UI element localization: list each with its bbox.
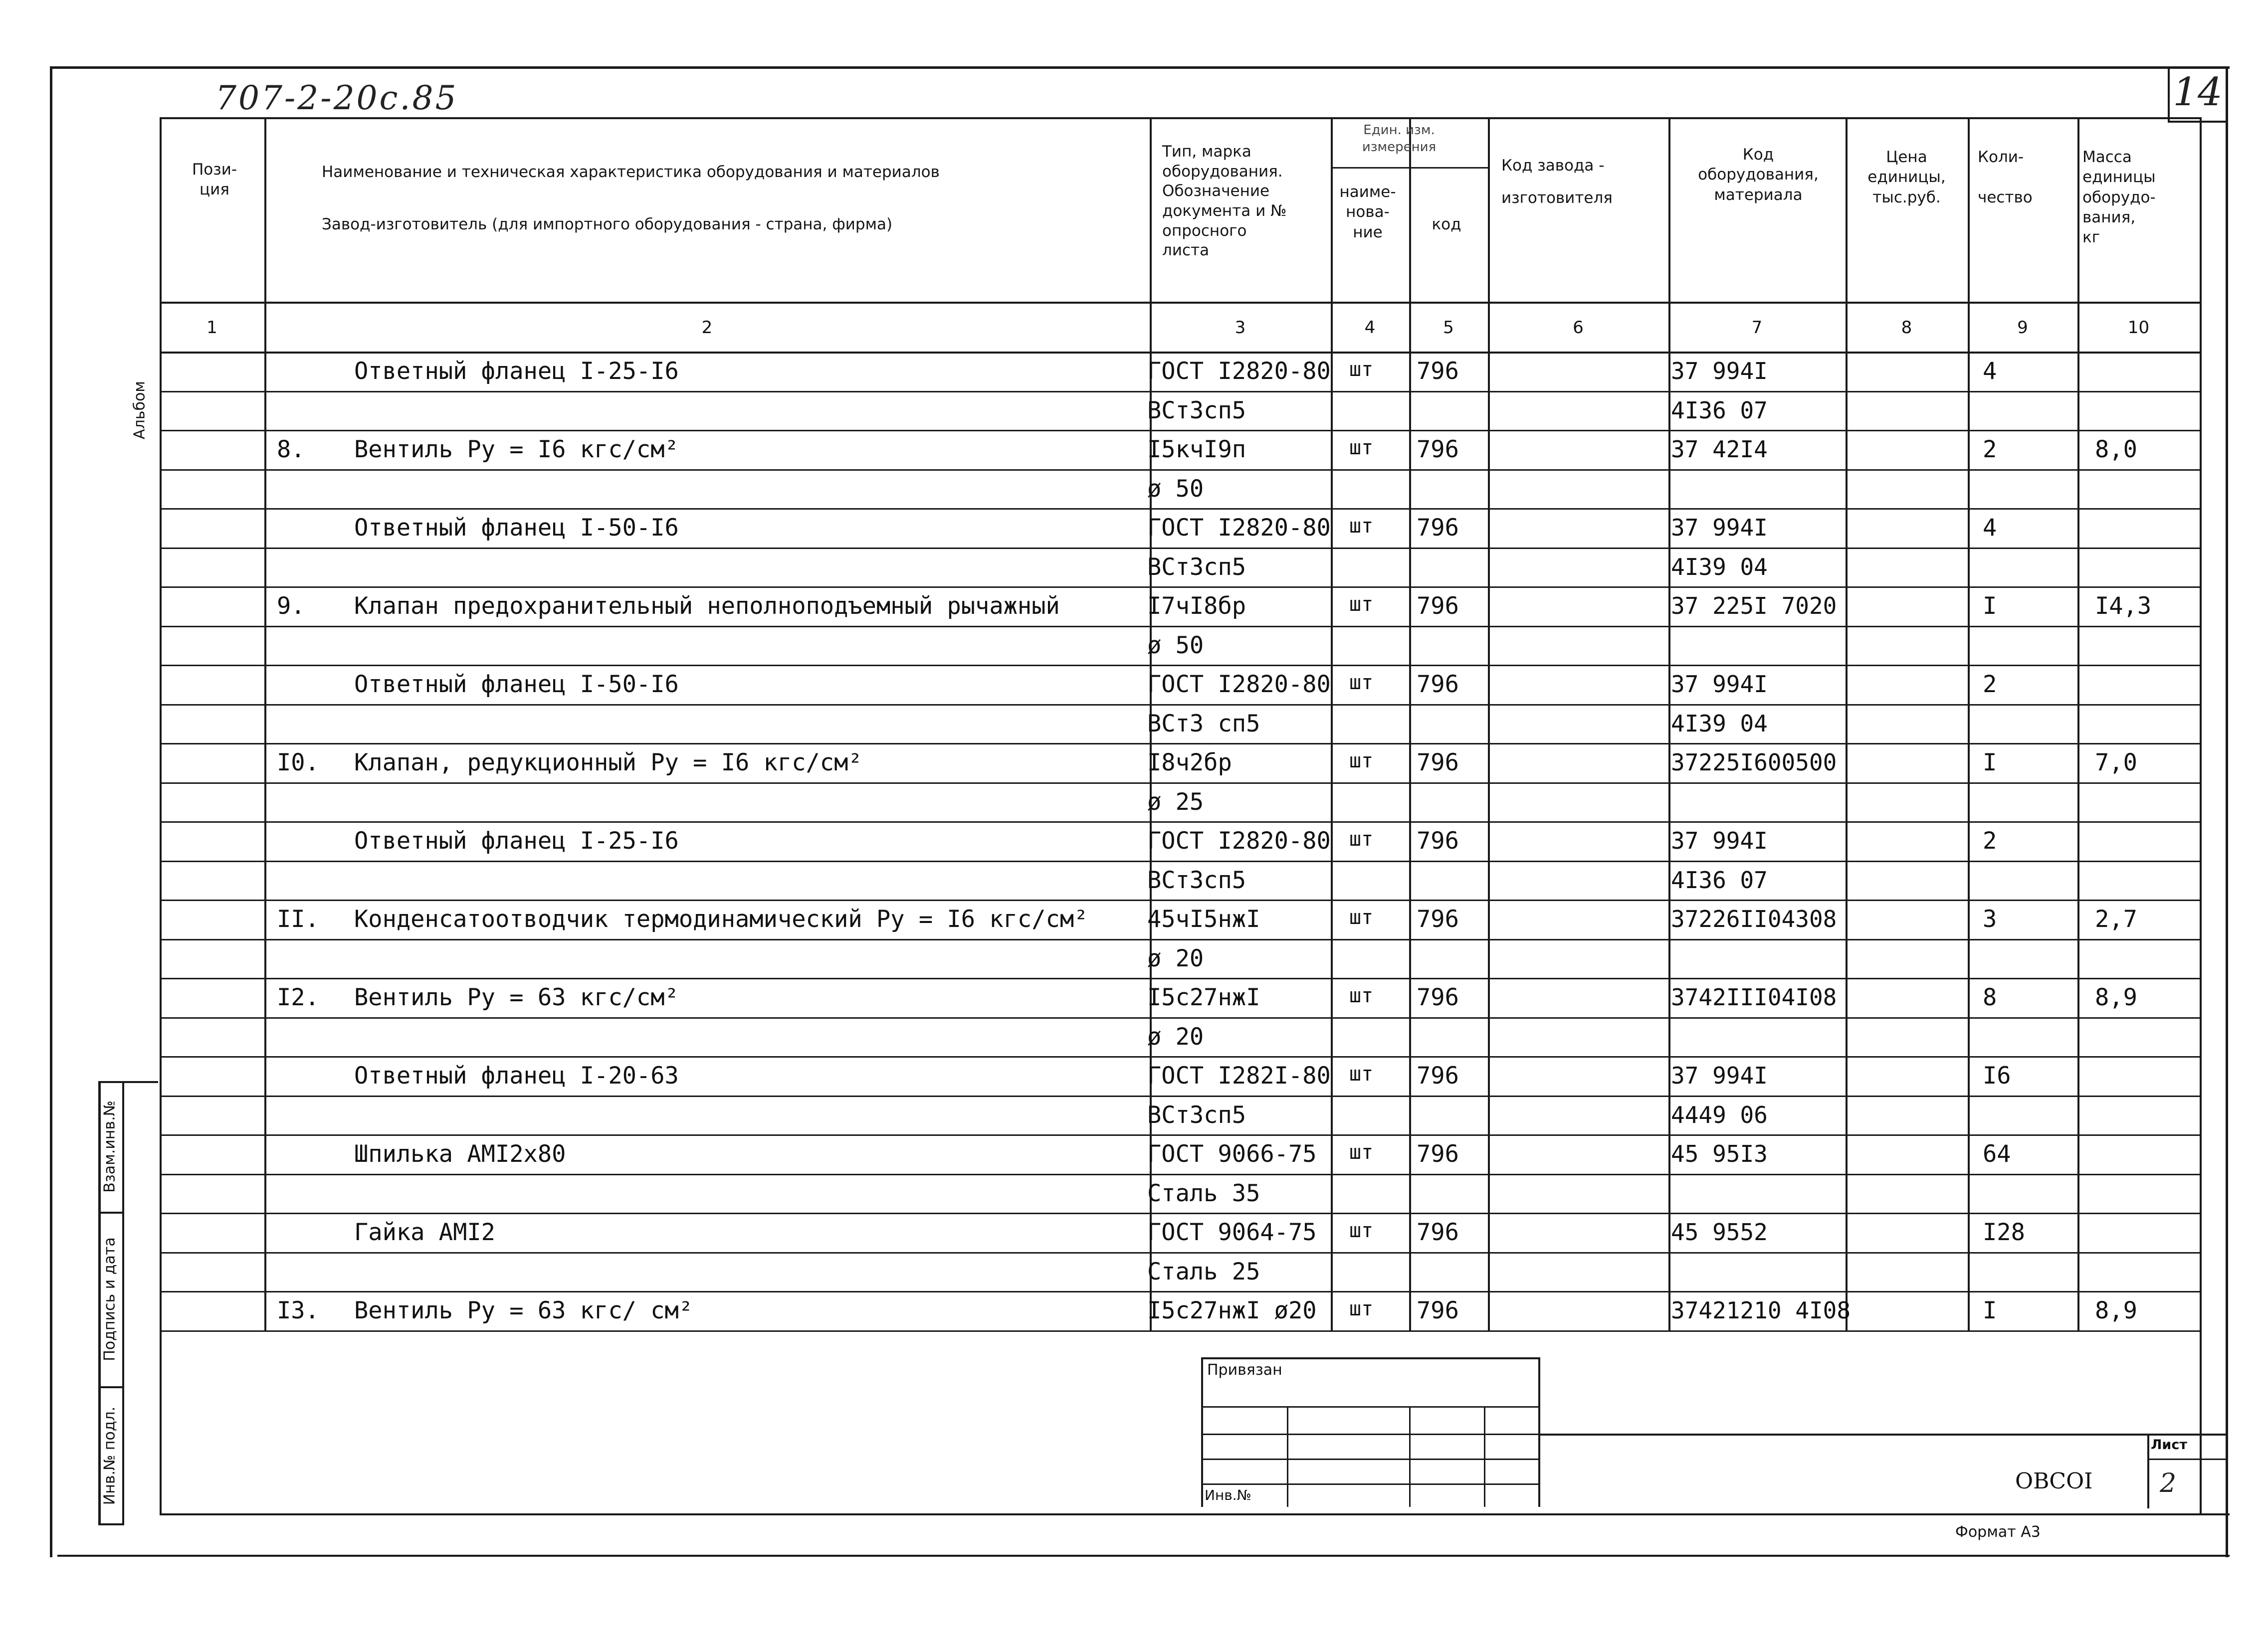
row-material-code: 4I36 07	[1671, 866, 1768, 894]
header-price: Цена единицы, тыс.руб.	[1867, 148, 1946, 206]
column-number-10: 10	[2127, 318, 2150, 338]
grid-line	[160, 1056, 2200, 1058]
header-unit: Един. изм. измерения	[1362, 123, 1437, 155]
row-unit-code: 796	[1417, 984, 1459, 1011]
grid-line	[160, 352, 2200, 354]
column-number-5: 5	[1443, 318, 1454, 338]
row-unit-name: шт	[1349, 671, 1374, 694]
grid-line	[2200, 1330, 2202, 1514]
row-name: Вентиль Ру = 63 кгс/см²	[354, 984, 679, 1011]
column-number-6: 6	[1573, 318, 1584, 338]
row-unit-code: 796	[1417, 514, 1459, 542]
row-material-code: 45 95I3	[1671, 1140, 1768, 1167]
side-stamp-replace-inv: Взам.инв.№	[101, 1100, 119, 1193]
column-number-2: 2	[701, 318, 713, 338]
row-material-code: 37 994I	[1671, 358, 1768, 384]
row-name: Ответный фланец I-50-I6	[354, 514, 679, 542]
row-quantity: I	[1983, 749, 1997, 776]
grid-line	[160, 1096, 2200, 1097]
grid-line	[160, 782, 2200, 784]
row-unit-code: 796	[1417, 1297, 1459, 1324]
row-unit-code: 796	[1417, 827, 1459, 855]
row-unit-code: 796	[1417, 1062, 1459, 1090]
grid-line	[160, 900, 2200, 901]
row-name: Ответный фланец I-50-I6	[354, 671, 679, 698]
row-type: ø 25	[1147, 788, 1204, 816]
row-unit-name: шт	[1349, 1219, 1374, 1242]
grid-line	[160, 665, 2200, 666]
row-mass: 7,0	[2095, 749, 2137, 776]
row-unit-code: 796	[1417, 358, 1459, 385]
column-number-4: 4	[1364, 318, 1376, 338]
row-quantity: 2	[1983, 436, 1997, 463]
row-unit-name: шт	[1349, 593, 1374, 616]
row-type: ВСт3сп5	[1147, 1101, 1246, 1129]
inventory-label: Инв.№	[1205, 1487, 1251, 1503]
header-quantity: Коли- чество	[1978, 148, 2033, 206]
row-quantity: I28	[1983, 1219, 2025, 1246]
grid-line	[160, 1330, 162, 1514]
row-type: I5кчI9п	[1147, 436, 1246, 463]
row-type: ВСт3 сп5	[1147, 710, 1260, 737]
row-quantity: 2	[1983, 827, 1997, 855]
grid-line	[1488, 167, 1490, 1330]
row-unit-code: 796	[1417, 749, 1459, 776]
column-number-1: 1	[206, 318, 217, 338]
row-type: ГОСТ I2820-80	[1147, 671, 1331, 698]
header-name-line2: Завод-изготовитель (для импортного оборудования - страна, фирма)	[322, 215, 893, 233]
row-name: Шпилька АМI2х80	[354, 1140, 566, 1168]
row-type: I5с27нжI	[1147, 984, 1260, 1011]
row-unit-code: 796	[1417, 906, 1459, 933]
row-quantity: 64	[1983, 1140, 2011, 1168]
header-position: Пози- ция	[192, 161, 237, 199]
document-code: 707-2-20с.85	[215, 79, 458, 117]
row-material-code: 37 994I	[1671, 671, 1768, 698]
row-quantity: 2	[1983, 671, 1997, 698]
document-mark: ОВСОI	[2015, 1468, 2093, 1494]
header-factory-code: Код завода - изготовителя	[1501, 157, 1613, 207]
row-type: I7чI8бр	[1147, 592, 1246, 620]
grid-line	[160, 1174, 2200, 1175]
row-position: 8.	[277, 436, 305, 463]
side-stamp-inv-original: Инв.№ подл.	[101, 1406, 119, 1505]
grid-line	[160, 117, 162, 1330]
row-unit-code: 796	[1417, 1140, 1459, 1168]
row-unit-name: шт	[1349, 1297, 1374, 1320]
album-label: Альбом	[131, 381, 149, 439]
row-material-code: 37421210 4I08	[1671, 1297, 1851, 1324]
row-type: 45чI5нжI	[1147, 906, 1260, 933]
row-name: Вентиль Ру = I6 кгс/см²	[354, 436, 679, 463]
row-name: Конденсатоотводчик термодинамический Ру = I6 кгс/см²	[354, 906, 1088, 933]
grid-line	[264, 117, 266, 1330]
side-stamp-signature-date: Подпись и дата	[101, 1237, 119, 1361]
header-unit-name: наиме- нова- ние	[1339, 183, 1396, 241]
row-material-code: 4I39 04	[1671, 553, 1768, 580]
row-mass: I4,3	[2095, 592, 2152, 620]
grid-line	[160, 548, 2200, 549]
row-type: ø 50	[1147, 631, 1204, 659]
grid-line	[160, 1213, 2200, 1214]
row-type: ГОСТ I2820-80	[1147, 358, 1331, 385]
row-unit-name: шт	[1349, 906, 1374, 929]
row-unit-name: шт	[1349, 1063, 1374, 1086]
grid-line	[160, 430, 2200, 431]
row-type: ВСт3сп5	[1147, 553, 1246, 581]
row-type: ВСт3сп5	[1147, 866, 1246, 894]
row-type: Сталь 25	[1147, 1258, 1260, 1285]
row-type: ГОСТ I2820-80	[1147, 827, 1331, 855]
row-name: Клапан, редукционный Ру = I6 кгс/см²	[354, 749, 862, 776]
bound-label: Привязан	[1207, 1361, 1282, 1379]
row-unit-name: шт	[1349, 1141, 1374, 1164]
header-material-code: Код оборудования, материала	[1698, 146, 1819, 204]
row-material-code: 37 225I 7020	[1671, 592, 1837, 619]
grid-line	[160, 1330, 2200, 1332]
row-mass: 2,7	[2095, 906, 2137, 933]
row-type: ГОСТ I2820-80	[1147, 514, 1331, 542]
column-number-8: 8	[1901, 318, 1912, 338]
grid-line	[160, 391, 2200, 392]
row-type: ø 50	[1147, 475, 1204, 503]
grid-line	[1968, 117, 1970, 1330]
row-unit-code: 796	[1417, 671, 1459, 698]
grid-line	[1331, 167, 1488, 169]
row-type: ГОСТ I282I-80	[1147, 1062, 1331, 1090]
header-type: Тип, марка оборудования. Обозначение документа и № опросного листа	[1162, 143, 1287, 260]
grid-line	[1409, 117, 1411, 1330]
grid-line	[2200, 117, 2202, 1330]
format-label: Формат А3	[1955, 1523, 2041, 1541]
row-material-code: 4I39 04	[1671, 710, 1768, 737]
row-material-code: 37 994I	[1671, 1062, 1768, 1089]
row-position: 9.	[277, 592, 305, 620]
sheet-number: 2	[2160, 1468, 2177, 1498]
grid-line	[1488, 117, 1490, 167]
row-position: I2.	[277, 984, 319, 1011]
row-unit-name: шт	[1349, 749, 1374, 772]
row-quantity: 3	[1983, 906, 1997, 933]
grid-line	[160, 117, 2200, 119]
grid-line	[160, 1291, 2200, 1292]
row-name: Ответный фланец I-25-I6	[354, 827, 679, 855]
column-number-3: 3	[1235, 318, 1246, 338]
grid-line	[160, 626, 2200, 627]
row-quantity: 4	[1983, 514, 1997, 542]
row-material-code: 37226II04308	[1671, 906, 1837, 932]
header-unit-code: код	[1432, 215, 1461, 233]
grid-line	[160, 1017, 2200, 1019]
row-type: I5с27нжI ø20	[1147, 1297, 1317, 1324]
row-name: Ответный фланец I-25-I6	[354, 358, 679, 385]
grid-line	[160, 302, 2200, 304]
grid-line	[160, 469, 2200, 471]
grid-line	[160, 508, 2200, 510]
row-name: Клапан предохранительный неполноподъемный рычажный	[354, 592, 1060, 620]
row-position: I3.	[277, 1297, 319, 1324]
row-name: Ответный фланец I-20-63	[354, 1062, 679, 1090]
row-type: ø 20	[1147, 1023, 1204, 1051]
row-material-code: 37 994I	[1671, 514, 1768, 541]
row-material-code: 4449 06	[1671, 1101, 1768, 1128]
row-unit-code: 796	[1417, 592, 1459, 620]
grid-line	[160, 1252, 2200, 1254]
row-quantity: 8	[1983, 984, 1997, 1011]
grid-line	[160, 978, 2200, 979]
row-unit-code: 796	[1417, 436, 1459, 463]
row-name: Гайка АМI2	[354, 1219, 495, 1246]
row-quantity: I6	[1983, 1062, 2011, 1090]
row-position: I0.	[277, 749, 319, 776]
grid-line	[1331, 117, 1333, 1330]
row-name: Вентиль Ру = 63 кгс/ см²	[354, 1297, 693, 1324]
row-material-code: 4I36 07	[1671, 396, 1768, 424]
page-number: 14	[2173, 70, 2223, 115]
row-type: Сталь 35	[1147, 1179, 1260, 1207]
row-type: ВСт3сп5	[1147, 396, 1246, 424]
grid-line	[160, 1513, 2230, 1515]
row-material-code: 37 42I4	[1671, 436, 1768, 463]
header-name-line1: Наименование и техническая характеристика оборудования и материалов	[322, 163, 940, 181]
grid-line	[160, 704, 2200, 706]
row-quantity: 4	[1983, 358, 1997, 385]
header-mass: Масса единицы оборудо- вания, кг	[2082, 148, 2156, 247]
row-unit-name: шт	[1349, 828, 1374, 851]
row-position: II.	[277, 906, 319, 933]
sheet-label: Лист	[2151, 1437, 2187, 1453]
row-material-code: 37225I600500	[1671, 749, 1837, 776]
row-mass: 8,9	[2095, 1297, 2137, 1324]
column-number-9: 9	[2017, 318, 2028, 338]
column-number-7: 7	[1751, 318, 1763, 338]
grid-line	[160, 821, 2200, 823]
grid-line	[160, 861, 2200, 862]
row-mass: 8,0	[2095, 436, 2137, 463]
grid-line	[1668, 117, 1670, 1330]
row-material-code: 3742III04I08	[1671, 984, 1837, 1011]
grid-line	[160, 743, 2200, 744]
grid-line	[1331, 117, 1333, 167]
row-unit-name: шт	[1349, 515, 1374, 538]
row-type: ГОСТ 9064-75	[1147, 1219, 1317, 1246]
grid-line	[160, 1134, 2200, 1136]
row-quantity: I	[1983, 592, 1997, 620]
row-unit-name: шт	[1349, 984, 1374, 1007]
row-unit-name: шт	[1349, 358, 1374, 381]
grid-line	[160, 939, 2200, 940]
row-unit-code: 796	[1417, 1219, 1459, 1246]
row-unit-name: шт	[1349, 436, 1374, 459]
row-type: ГОСТ 9066-75	[1147, 1140, 1317, 1168]
row-type: ø 20	[1147, 944, 1204, 972]
row-type: I8ч2бр	[1147, 749, 1232, 776]
row-material-code: 45 9552	[1671, 1219, 1768, 1246]
row-quantity: I	[1983, 1297, 1997, 1324]
grid-line	[1846, 117, 1848, 1330]
grid-line	[2077, 117, 2079, 1330]
grid-line	[160, 586, 2200, 588]
row-mass: 8,9	[2095, 984, 2137, 1011]
row-material-code: 37 994I	[1671, 827, 1768, 854]
